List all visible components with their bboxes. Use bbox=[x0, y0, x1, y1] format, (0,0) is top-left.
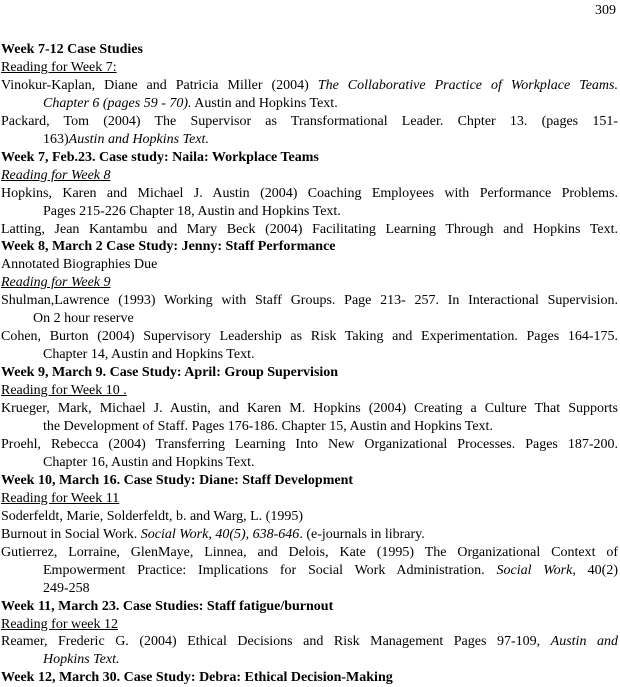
text-run: . (e-journals in library. bbox=[299, 526, 425, 542]
text-line bbox=[1, 310, 618, 328]
text-line bbox=[1, 382, 618, 400]
text-run: Vinokur-Kaplan, Diane and Patricia Miller (2004) bbox=[1, 77, 318, 93]
text-line bbox=[1, 633, 618, 651]
text-run: Hopkins Text. bbox=[43, 652, 120, 668]
text-line bbox=[1, 544, 618, 562]
text-line bbox=[1, 508, 618, 526]
text-run: 163) bbox=[43, 131, 69, 147]
text-line bbox=[1, 616, 618, 634]
text-run: Krueger, Mark, Michael J. Austin, and Karen M. Hopkins (2004) Creating a Culture That Supports bbox=[1, 401, 618, 417]
text-line bbox=[1, 292, 618, 310]
text-run: Reading for Week 9 bbox=[1, 275, 111, 291]
text-run: Reading for Week 11 bbox=[1, 490, 120, 506]
text-line bbox=[1, 346, 618, 364]
text-run: Chapter 16, Austin and Hopkins Text. bbox=[43, 454, 255, 470]
text-line bbox=[1, 651, 618, 669]
document-body bbox=[1, 41, 618, 687]
text-line bbox=[1, 472, 618, 490]
text-line bbox=[1, 580, 618, 598]
text-run: Week 8, March 2 Case Study: Jenny: Staff Performance bbox=[1, 239, 336, 255]
text-run: Austin and Hopkins Text. bbox=[68, 131, 209, 147]
text-run: Soderfeldt, Marie, Solderfeldt, b. and Warg, L. (1995) bbox=[1, 508, 304, 524]
text-run: Cohen, Burton (2004) Supervisory Leadership as Risk Taking and Experimentation. Pages 164-175. bbox=[1, 329, 618, 345]
text-line bbox=[1, 400, 618, 418]
text-run: 249-258 bbox=[43, 580, 90, 596]
text-line bbox=[1, 113, 618, 131]
text-line bbox=[1, 59, 618, 77]
text-run: Austin and bbox=[550, 634, 618, 650]
text-line bbox=[1, 418, 618, 436]
text-line bbox=[1, 203, 618, 221]
text-run: Social Work, 40(5), 638-646 bbox=[140, 526, 300, 542]
text-line bbox=[1, 149, 618, 167]
text-run: Packard, Tom (2004) The Supervisor as Transformational Leader. Chpter 13. (pages 151- bbox=[1, 113, 618, 129]
text-line bbox=[1, 41, 618, 59]
text-line bbox=[1, 95, 618, 113]
text-run: Reading for Week 8 bbox=[1, 167, 111, 183]
text-run: Burnout in Social Work. bbox=[1, 526, 141, 542]
page-number: 309 bbox=[595, 3, 616, 18]
top-margin-spacer bbox=[1, 20, 618, 41]
text-run: 40(2) bbox=[575, 562, 618, 578]
text-line bbox=[1, 490, 618, 508]
text-line bbox=[1, 669, 618, 687]
text-line bbox=[1, 274, 618, 292]
text-run: Annotated Biographies Due bbox=[1, 257, 158, 273]
text-line bbox=[1, 167, 618, 185]
text-run: Week 7-12 Case Studies bbox=[1, 42, 143, 57]
text-line bbox=[1, 185, 618, 203]
text-line bbox=[1, 454, 618, 472]
text-line bbox=[1, 77, 618, 95]
text-run: Chapter 14, Austin and Hopkins Text. bbox=[43, 347, 255, 363]
text-run: Week 7, Feb.23. Case study: Naila: Workplace Teams bbox=[1, 149, 319, 165]
text-run: Chapter 6 (pages 59 - 70). bbox=[43, 95, 192, 111]
text-run: the Development of Staff. Pages 176-186. Chapter 15, Austin and Hopkins Text. bbox=[43, 419, 493, 435]
text-run: Week 12, March 30. Case Study: Debra: Ethical Decision-Making bbox=[1, 670, 393, 686]
text-run: Shulman,Lawrence (1993) Working with Staff Groups. Page 213- 257. In Interactional Supervision. bbox=[1, 293, 618, 309]
text-run: Week 10, March 16. Case Study: Diane: Staff Development bbox=[1, 472, 354, 488]
text-line bbox=[1, 328, 618, 346]
text-run: Social Work, bbox=[496, 562, 576, 578]
text-run: Reamer, Frederic G. (2004) Ethical Decisions and Risk Management Pages 97-109, bbox=[1, 634, 551, 650]
text-run: Week 11, March 23. Case Studies: Staff fatigue/burnout bbox=[1, 598, 334, 614]
text-line bbox=[1, 562, 618, 580]
text-run: Reading for Week 7: bbox=[1, 59, 117, 75]
text-run: Reading for Week 10 . bbox=[1, 383, 127, 399]
text-run: Proehl, Rebecca (2004) Transferring Learning Into New Organizational Processes. Pages 187-200. bbox=[1, 436, 618, 452]
text-line bbox=[1, 221, 618, 239]
text-line bbox=[1, 131, 618, 149]
text-line bbox=[1, 364, 618, 382]
text-run: Austin and Hopkins Text. bbox=[191, 95, 338, 111]
text-run: Reading for week 12 bbox=[1, 616, 119, 632]
text-run: On 2 hour reserve bbox=[33, 311, 134, 327]
text-run: Gutierrez, Lorraine, GlenMaye, Linnea, and Delois, Kate (1995) The Organizational Context of bbox=[1, 544, 618, 560]
text-line bbox=[1, 598, 618, 616]
text-line bbox=[1, 256, 618, 274]
text-run: The Collaborative Practice of Workplace Teams. bbox=[317, 77, 618, 93]
text-run: Week 9, March 9. Case Study: April: Group Supervision bbox=[1, 365, 339, 381]
text-run: Hopkins, Karen and Michael J. Austin (2004) Coaching Employees with Performance Problems. bbox=[1, 185, 618, 201]
text-run: Empowerment Practice: Implications for Social Work Administration. bbox=[43, 562, 497, 578]
text-line bbox=[1, 526, 618, 544]
text-line bbox=[1, 238, 618, 256]
text-run: Latting, Jean Kantambu and Mary Beck (2004) Facilitating Learning Through and Hopkins Text. bbox=[1, 221, 618, 237]
text-run: Pages 215-226 Chapter 18, Austin and Hopkins Text. bbox=[43, 203, 341, 219]
text-line bbox=[1, 436, 618, 454]
